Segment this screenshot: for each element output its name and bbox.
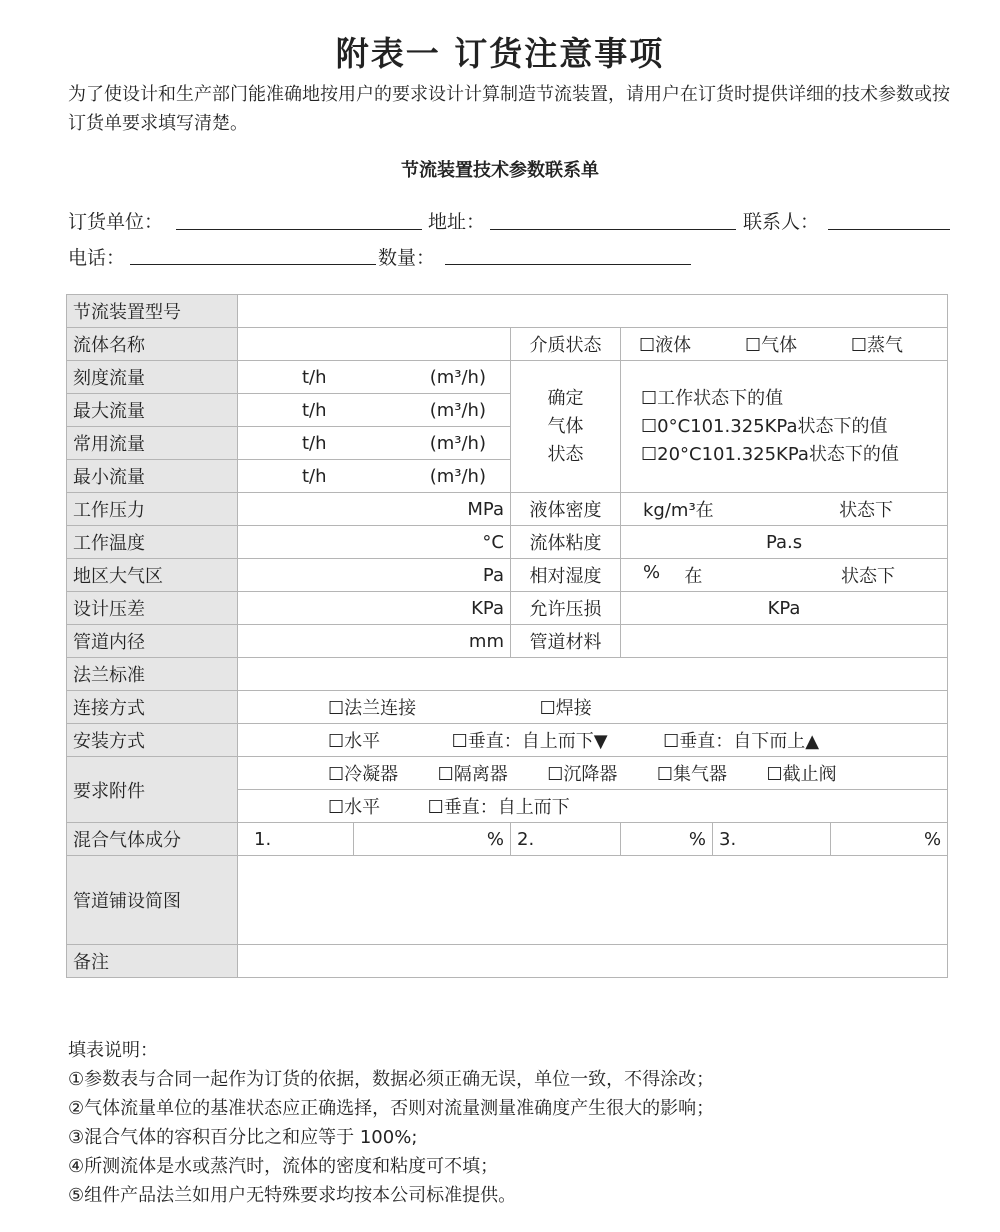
pipe-layout-cell[interactable]	[238, 856, 948, 945]
option-working-state[interactable]: ☐工作状态下的值	[641, 387, 784, 409]
contact-input[interactable]	[828, 229, 950, 230]
flow-common-label: 常用流量	[67, 427, 238, 460]
fluid-viscosity-cell[interactable]: Pa.s	[621, 526, 948, 559]
work-pressure-cell[interactable]: MPa	[238, 493, 511, 526]
option-vertical-down[interactable]: ☐垂直：自上而下▼	[451, 731, 608, 752]
design-dp-cell[interactable]: KPa	[238, 592, 511, 625]
allowed-loss-label: 允许压损	[511, 592, 621, 625]
fluid-viscosity-label: 流体粘度	[511, 526, 621, 559]
page-title: 附表一 订货注意事项	[335, 34, 665, 73]
flange-std-cell[interactable]	[238, 658, 948, 691]
mix-3-name[interactable]: 3.	[713, 823, 831, 856]
quantity-label: 数量：	[378, 247, 436, 269]
flow-min-label: 最小流量	[67, 460, 238, 493]
mix-2-percent[interactable]: %	[621, 823, 713, 856]
intro-text: 为了使设计和生产部门能准确地按用户的要求设计计算制造节流装置，请用户在订货时提供详细的技术参数或按订货单要求填写清楚。	[68, 84, 950, 134]
flow-max-cell[interactable]: t/h (m³/h)	[238, 394, 511, 427]
flange-std-label: 法兰标准	[67, 658, 238, 691]
option-stop-valve[interactable]: ☐截止阀	[766, 764, 837, 785]
work-temp-cell[interactable]: °C	[238, 526, 511, 559]
note-item: ④所测流体是水或蒸汽时，流体的密度和粘度可不填；	[68, 1156, 499, 1177]
note-item: ③混合气体的容积百分比之和应等于 100%;	[68, 1127, 418, 1148]
accessories-label: 要求附件	[67, 757, 238, 823]
flow-scale-label: 刻度流量	[67, 361, 238, 394]
install-label: 安装方式	[67, 724, 238, 757]
option-steam[interactable]: ☐蒸气	[850, 335, 904, 356]
flow-min-cell[interactable]: t/h (m³/h)	[238, 460, 511, 493]
option-gas[interactable]: ☐气体	[744, 335, 798, 356]
option-20c-state[interactable]: ☐20°C101.325KPa状态下的值	[641, 443, 899, 465]
option-acc-horizontal[interactable]: ☐水平	[328, 797, 381, 818]
option-vertical-up[interactable]: ☐垂直：自下而上▲	[663, 731, 820, 752]
remarks-cell[interactable]	[238, 945, 948, 978]
note-item: ⑤组件产品法兰如用户无特殊要求均按本公司标准提供。	[68, 1185, 517, 1206]
connection-options	[238, 691, 948, 724]
mix-2-name[interactable]: 2.	[511, 823, 621, 856]
fluid-name-label: 流体名称	[67, 328, 238, 361]
address-input[interactable]	[490, 229, 736, 230]
install-options	[238, 724, 948, 757]
liquid-density-cell[interactable]: kg/m³在 状态下	[621, 493, 948, 526]
order-unit-label: 订货单位：	[68, 211, 164, 233]
device-model-cell[interactable]	[238, 295, 948, 328]
phone-input[interactable]	[130, 264, 376, 265]
order-unit-input[interactable]	[176, 229, 422, 230]
gas-mix-label: 混合气体成分	[67, 823, 238, 856]
device-model-label: 节流装置型号	[67, 295, 238, 328]
pipe-layout-label: 管道铺设简图	[67, 856, 238, 945]
medium-state-options	[621, 328, 948, 361]
option-gas-collector[interactable]: ☐集气器	[656, 764, 727, 785]
flow-common-cell[interactable]: t/h (m³/h)	[238, 427, 511, 460]
notes-heading: 填表说明：	[68, 1040, 158, 1061]
pipe-material-cell[interactable]	[621, 625, 948, 658]
allowed-loss-cell[interactable]: KPa	[621, 592, 948, 625]
mix-3-percent[interactable]: %	[831, 823, 948, 856]
connection-label: 连接方式	[67, 691, 238, 724]
notes-section	[68, 1036, 714, 1210]
option-horizontal[interactable]: ☐水平	[328, 731, 381, 752]
option-condenser[interactable]: ☐冷凝器	[328, 764, 399, 785]
note-item: ②气体流量单位的基准状态应正确选择，否则对流量测量准确度产生很大的影响；	[68, 1098, 715, 1119]
remarks-label: 备注	[67, 945, 238, 978]
rel-humidity-label: 相对湿度	[511, 559, 621, 592]
medium-state-label: 介质状态	[511, 328, 621, 361]
accessories-options-2	[238, 790, 948, 823]
contact-label: 联系人：	[743, 211, 820, 233]
work-temp-label: 工作温度	[67, 526, 238, 559]
mix-1-percent[interactable]: %	[354, 823, 511, 856]
pipe-id-cell[interactable]: mm	[238, 625, 511, 658]
flow-max-label: 最大流量	[67, 394, 238, 427]
option-flange-connection[interactable]: ☐法兰连接	[328, 698, 417, 719]
flow-scale-cell[interactable]: t/h (m³/h)	[238, 361, 511, 394]
option-acc-vertical-down[interactable]: ☐垂直：自上而下	[427, 797, 570, 818]
option-settler[interactable]: ☐沉降器	[547, 764, 618, 785]
rel-humidity-cell[interactable]: % 在 状态下	[621, 559, 948, 592]
liquid-density-label: 液体密度	[511, 493, 621, 526]
quantity-input[interactable]	[445, 264, 691, 265]
parameter-table	[66, 294, 948, 978]
note-item: ①参数表与合同一起作为订货的依据，数据必须正确无误，单位一致，不得涂改；	[68, 1069, 715, 1090]
address-label: 地址：	[428, 211, 486, 233]
accessories-options-1	[238, 757, 948, 790]
design-dp-label: 设计压差	[67, 592, 238, 625]
fluid-name-cell[interactable]	[238, 328, 511, 361]
atmos-label: 地区大气区	[67, 559, 238, 592]
gas-state-label: 确定 气体 状态	[511, 361, 621, 493]
form-subtitle: 节流装置技术参数联系单	[401, 160, 599, 181]
pipe-id-label: 管道内径	[67, 625, 238, 658]
gas-state-options	[621, 361, 948, 493]
option-0c-state[interactable]: ☐0°C101.325KPa状态下的值	[641, 415, 888, 437]
option-isolator[interactable]: ☐隔离器	[437, 764, 508, 785]
option-welding[interactable]: ☐焊接	[539, 698, 592, 719]
atmos-cell[interactable]: Pa	[238, 559, 511, 592]
phone-label: 电话：	[68, 247, 126, 269]
option-liquid[interactable]: ☐液体	[639, 335, 692, 356]
work-pressure-label: 工作压力	[67, 493, 238, 526]
mix-1-name[interactable]: 1.	[238, 823, 354, 856]
pipe-material-label: 管道材料	[511, 625, 621, 658]
